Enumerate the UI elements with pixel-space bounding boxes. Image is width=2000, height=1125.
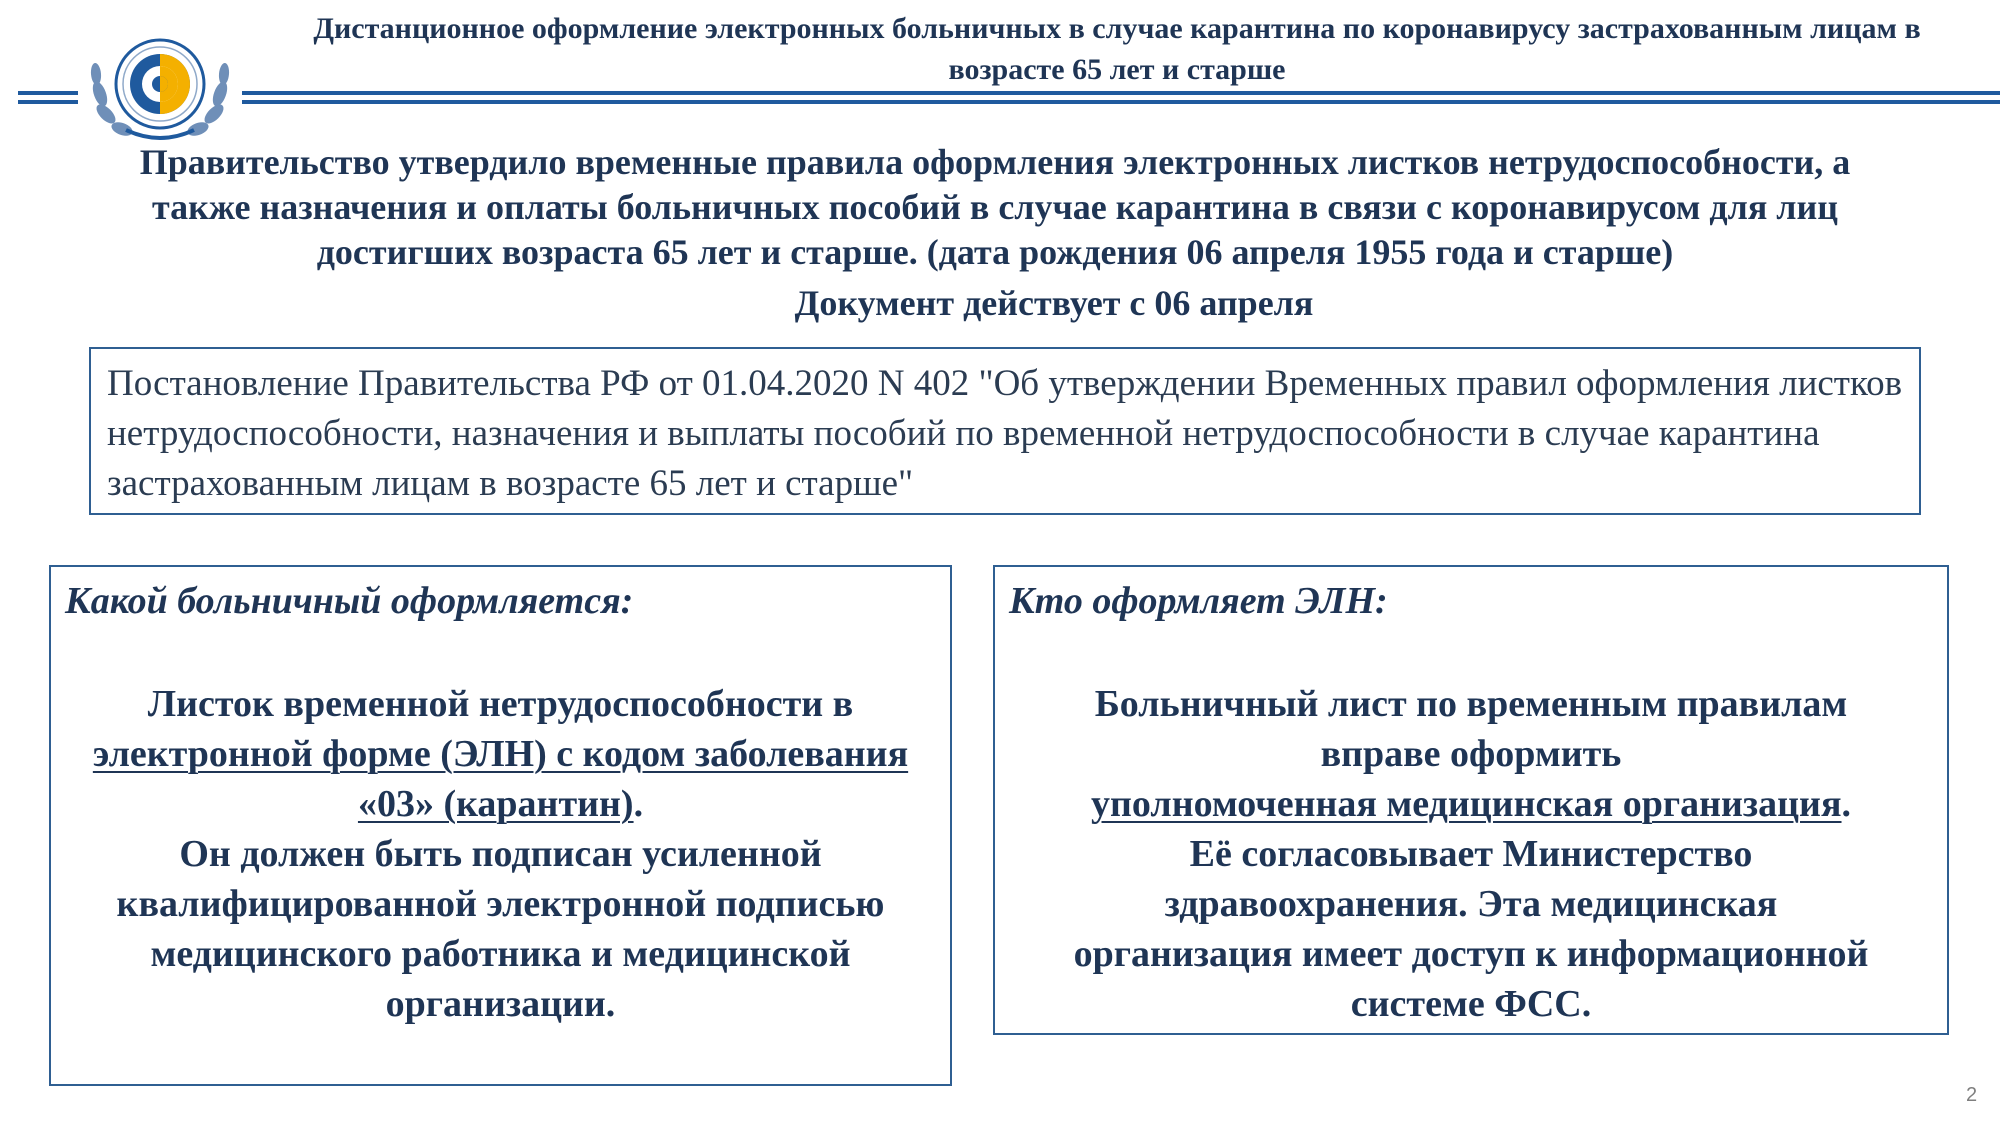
right-box-underlined-text: уполномоченная медицинская организация bbox=[1090, 783, 1842, 825]
left-box-underlined-text: электронной форме (ЭЛН) с кодом заболевания «03» (карантин) bbox=[92, 733, 909, 825]
page-number: 2 bbox=[1966, 1084, 1978, 1106]
header-title: Дистанционное оформление электронных больничных в случае карантина по коронавирусу застрахованным лицам в возрасте 65 лет и старше bbox=[313, 12, 1921, 86]
effective-date: Документ действует с 06 апреля bbox=[794, 283, 1314, 323]
header-line-right-bottom bbox=[242, 100, 2000, 104]
fss-logo bbox=[80, 24, 240, 154]
right-box-body bbox=[995, 679, 1947, 1029]
right-box-text-part2: . bbox=[1841, 783, 1852, 825]
right-box bbox=[993, 565, 1949, 1035]
header-line-right-top bbox=[242, 91, 2000, 95]
left-box-body bbox=[51, 679, 950, 1029]
header-line-left-top bbox=[18, 91, 78, 95]
right-box-text-part3: Её согласовывает Министерство здравоохранения. Эта медицинская организация имеет доступ к информационной системе ФСС. bbox=[1073, 833, 1869, 1025]
left-box-text-part3: Он должен быть подписан усиленной квалифицированной электронной подписью медицинского работника и медицинской организации. bbox=[116, 833, 885, 1025]
left-box bbox=[49, 565, 952, 1086]
left-box-text-part1: Листок временной нетрудоспособности в bbox=[147, 683, 854, 725]
right-box-title: Кто оформляет ЭЛН: bbox=[1009, 580, 1388, 622]
intro-text: Правительство утвердило временные правила оформления электронных листков нетрудоспособности, а также назначения и оплаты больничных пособий в случае карантина в связи с коронавирусом для лиц достигших возраста 65 лет и старше. (дата рождения 06 апреля 1955 года и старше) bbox=[139, 142, 1851, 272]
decree-box bbox=[89, 347, 1921, 515]
left-box-text-part2: . bbox=[633, 783, 644, 825]
header-line-left-bottom bbox=[18, 100, 78, 104]
decree-text: Постановление Правительства РФ от 01.04.2020 N 402 "Об утверждении Временных правил оформления листков нетрудоспособности, назначения и выплаты пособий по временной нетрудоспособности в случае карантина застрахованным лицам в возрасте 65 лет и старше" bbox=[107, 363, 1903, 504]
right-box-text-part1: Больничный лист по временным правилам вправе оформить bbox=[1094, 683, 1848, 775]
left-box-title: Какой больничный оформляется: bbox=[65, 580, 634, 622]
